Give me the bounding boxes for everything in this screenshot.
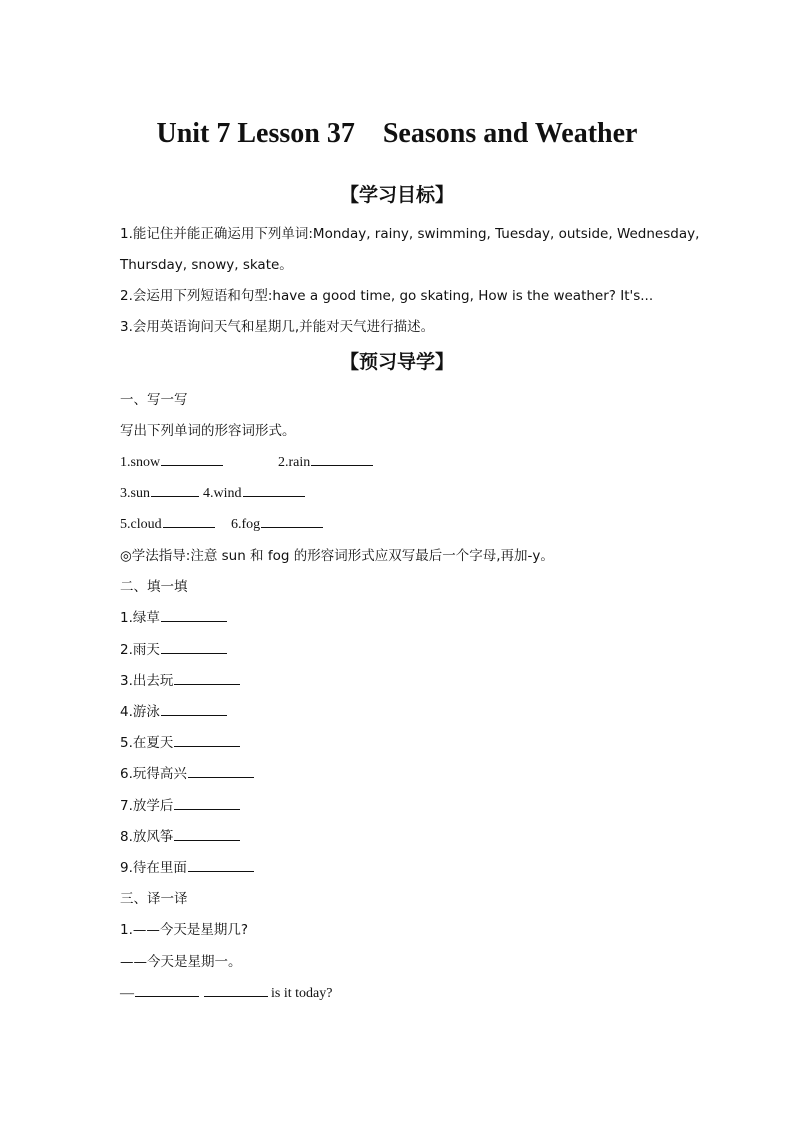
goal-line-2: Thursday, snowy, skate。 — [120, 257, 293, 273]
word-item: 4.wind — [203, 486, 242, 501]
word-item: 1.snow — [120, 455, 161, 470]
part3-heading: 三、译一译 — [120, 891, 188, 907]
page-title: Unit 7 Lesson 37 Seasons and Weather — [156, 118, 638, 149]
answer-blank[interactable] — [261, 513, 323, 528]
answer-blank[interactable] — [161, 701, 227, 716]
item-label: 1.绿草 — [120, 610, 160, 626]
answer-blank[interactable] — [204, 982, 268, 997]
answer-blank[interactable] — [161, 451, 223, 466]
item-label: 8.放风筝 — [120, 829, 174, 845]
part2-heading: 二、填一填 — [120, 579, 188, 595]
part2-item-7 — [120, 794, 240, 814]
fill-suffix: is it today? — [267, 986, 333, 1001]
answer-blank[interactable] — [188, 763, 254, 778]
word-item: 3.sun — [120, 486, 150, 501]
part2-item-2 — [120, 638, 227, 658]
part1-instruction: 写出下列单词的形容词形式。 — [120, 423, 296, 439]
part2-item-1 — [120, 606, 227, 626]
answer-blank[interactable] — [174, 670, 240, 685]
answer-blank[interactable] — [188, 857, 254, 872]
preview-header: 【预习导学】 — [339, 351, 454, 373]
answer-blank[interactable] — [135, 982, 199, 997]
answer-blank[interactable] — [163, 513, 215, 528]
word-item: 2.rain — [278, 455, 311, 470]
answer-blank[interactable] — [161, 607, 227, 622]
goal-line-1: 1.能记住并能正确运用下列单词:Monday, rainy, swimming, Tuesday, outside, Wednesday, — [120, 226, 700, 242]
dash: — — [120, 986, 134, 1001]
item-label: 4.游泳 — [120, 704, 160, 720]
answer-blank[interactable] — [174, 826, 240, 841]
word-item: 5.cloud — [120, 517, 162, 532]
goals-header: 【学习目标】 — [339, 184, 454, 206]
answer-blank[interactable] — [311, 451, 373, 466]
word-item: 6.fog — [231, 517, 261, 532]
part3-answer-1: ——今天是星期一。 — [120, 954, 242, 970]
part2-item-3 — [120, 669, 240, 689]
part1-row-2 — [120, 482, 199, 502]
answer-blank[interactable] — [151, 482, 199, 497]
answer-blank[interactable] — [161, 639, 227, 654]
answer-blank[interactable] — [243, 482, 305, 497]
part2-item-4 — [120, 700, 227, 720]
goal-line-4: 3.会用英语询问天气和星期几,并能对天气进行描述。 — [120, 319, 435, 335]
part1-row-3b — [231, 513, 323, 533]
part2-item-5 — [120, 731, 240, 751]
item-label: 5.在夏天 — [120, 735, 174, 751]
part1-row-1 — [120, 451, 223, 471]
part1-tip: ◎学法指导:注意 sun 和 fog 的形容词形式应双写最后一个字母,再加-y。 — [120, 548, 554, 564]
part1-heading: 一、写一写 — [120, 392, 188, 408]
answer-blank[interactable] — [174, 732, 240, 747]
item-label: 3.出去玩 — [120, 673, 174, 689]
answer-blank[interactable] — [174, 795, 240, 810]
part2-item-6 — [120, 762, 254, 782]
part1-row-1b — [278, 451, 373, 471]
part3-fill-line — [120, 982, 332, 1002]
item-label: 2.雨天 — [120, 642, 160, 658]
part2-item-8 — [120, 825, 240, 845]
goal-line-3: 2.会运用下列短语和句型:have a good time, go skating, How is the weather? It's... — [120, 288, 654, 304]
part1-row-3 — [120, 513, 215, 533]
part2-item-9 — [120, 856, 254, 876]
part3-question-1: 1.——今天是星期几? — [120, 922, 249, 938]
item-label: 6.玩得高兴 — [120, 766, 187, 782]
part1-row-2b — [203, 482, 305, 502]
item-label: 7.放学后 — [120, 798, 174, 814]
item-label: 9.待在里面 — [120, 860, 187, 876]
